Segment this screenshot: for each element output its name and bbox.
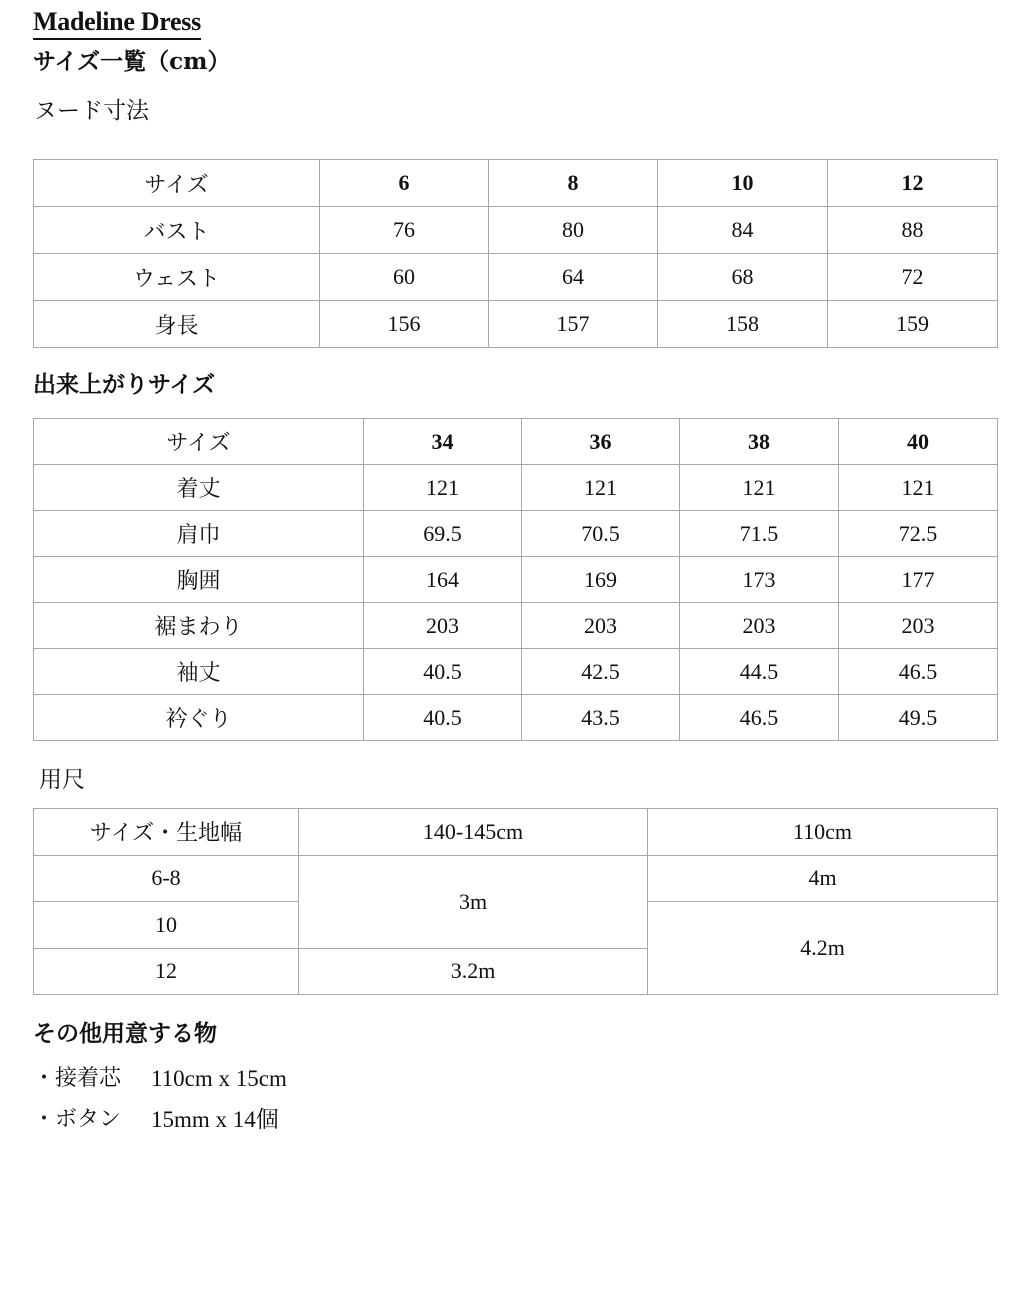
table-cell: 203 [522,603,680,649]
row-label: 袖丈 [34,649,364,695]
table-cell: 3m [299,855,648,948]
table-cell: 38 [680,419,839,465]
table-cell: 121 [839,465,998,511]
table-cell: 80 [489,207,658,254]
table-cell: 69.5 [364,511,522,557]
table-row [34,649,998,695]
list-item [33,1099,287,1140]
table-cell: 177 [839,557,998,603]
table-cell: 46.5 [680,695,839,741]
document-title: Madeline Dress [33,6,201,40]
table-cell: 156 [320,301,489,348]
table-cell: サイズ・生地幅 [34,809,299,856]
table-cell: 70.5 [522,511,680,557]
table-cell: 72 [828,254,998,301]
other-materials-heading: その他用意する物 [33,1020,217,1047]
table-cell: 40 [839,419,998,465]
table-cell: 121 [364,465,522,511]
table-cell: 64 [489,254,658,301]
table-cell: 8 [489,160,658,207]
table-cell: 173 [680,557,839,603]
row-label: 衿ぐり [34,695,364,741]
table-cell: 46.5 [839,649,998,695]
table-row [34,511,998,557]
finished-size-table [33,418,998,741]
table-cell: 42.5 [522,649,680,695]
table-cell: 43.5 [522,695,680,741]
table-row [34,207,998,254]
table-cell: 84 [658,207,828,254]
table-cell: 49.5 [839,695,998,741]
material-value: 110cm x 15cm [151,1065,287,1091]
table-cell: 157 [489,301,658,348]
row-label: 身長 [34,301,320,348]
table-cell: 10 [658,160,828,207]
yardage-heading: 用尺 [39,767,85,793]
table-cell: 164 [364,557,522,603]
row-label: 6-8 [34,855,299,902]
table-cell: 88 [828,207,998,254]
materials-list [33,1058,287,1140]
table-cell: 121 [680,465,839,511]
table-cell: 4.2m [648,902,998,995]
table-cell: 68 [658,254,828,301]
table-row [34,695,998,741]
table-cell: サイズ [34,419,364,465]
table-cell: 76 [320,207,489,254]
table-cell: 60 [320,254,489,301]
table-cell: 203 [364,603,522,649]
table-header-row [34,809,998,856]
row-label: 10 [34,902,299,949]
table-row [34,557,998,603]
table-row [34,855,998,902]
table-header-row [34,160,998,207]
table-cell: 121 [522,465,680,511]
table-cell: 6 [320,160,489,207]
table-cell: 169 [522,557,680,603]
yardage-table [33,808,998,995]
row-label: 裾まわり [34,603,364,649]
nude-measurements-heading: ヌード寸法 [34,98,149,124]
size-list-heading: サイズ一覧（cm） [33,48,231,75]
table-cell: 12 [828,160,998,207]
table-cell: 3.2m [299,948,648,995]
table-header-row [34,419,998,465]
row-label: バスト [34,207,320,254]
material-label: ・ボタン [33,1106,122,1132]
finished-size-heading: 出来上がりサイズ [33,371,216,398]
table-cell: 203 [839,603,998,649]
nude-measurements-table [33,159,998,348]
table-row [34,603,998,649]
row-label: 肩巾 [34,511,364,557]
table-cell: 72.5 [839,511,998,557]
table-row [34,465,998,511]
table-cell: 159 [828,301,998,348]
table-cell: 36 [522,419,680,465]
material-label: ・接着芯 [33,1065,122,1091]
table-cell: 140-145cm [299,809,648,856]
row-label: ウェスト [34,254,320,301]
table-cell: 110cm [648,809,998,856]
table-row [34,301,998,348]
row-label: 着丈 [34,465,364,511]
table-cell: 158 [658,301,828,348]
table-cell: 40.5 [364,649,522,695]
table-cell: 71.5 [680,511,839,557]
row-label: 12 [34,948,299,995]
row-label: 胸囲 [34,557,364,603]
table-cell: 203 [680,603,839,649]
material-value: 15mm x 14個 [151,1106,279,1132]
table-cell: サイズ [34,160,320,207]
table-cell: 34 [364,419,522,465]
list-item [33,1058,287,1099]
table-row [34,254,998,301]
table-cell: 44.5 [680,649,839,695]
table-cell: 4m [648,855,998,902]
table-cell: 40.5 [364,695,522,741]
